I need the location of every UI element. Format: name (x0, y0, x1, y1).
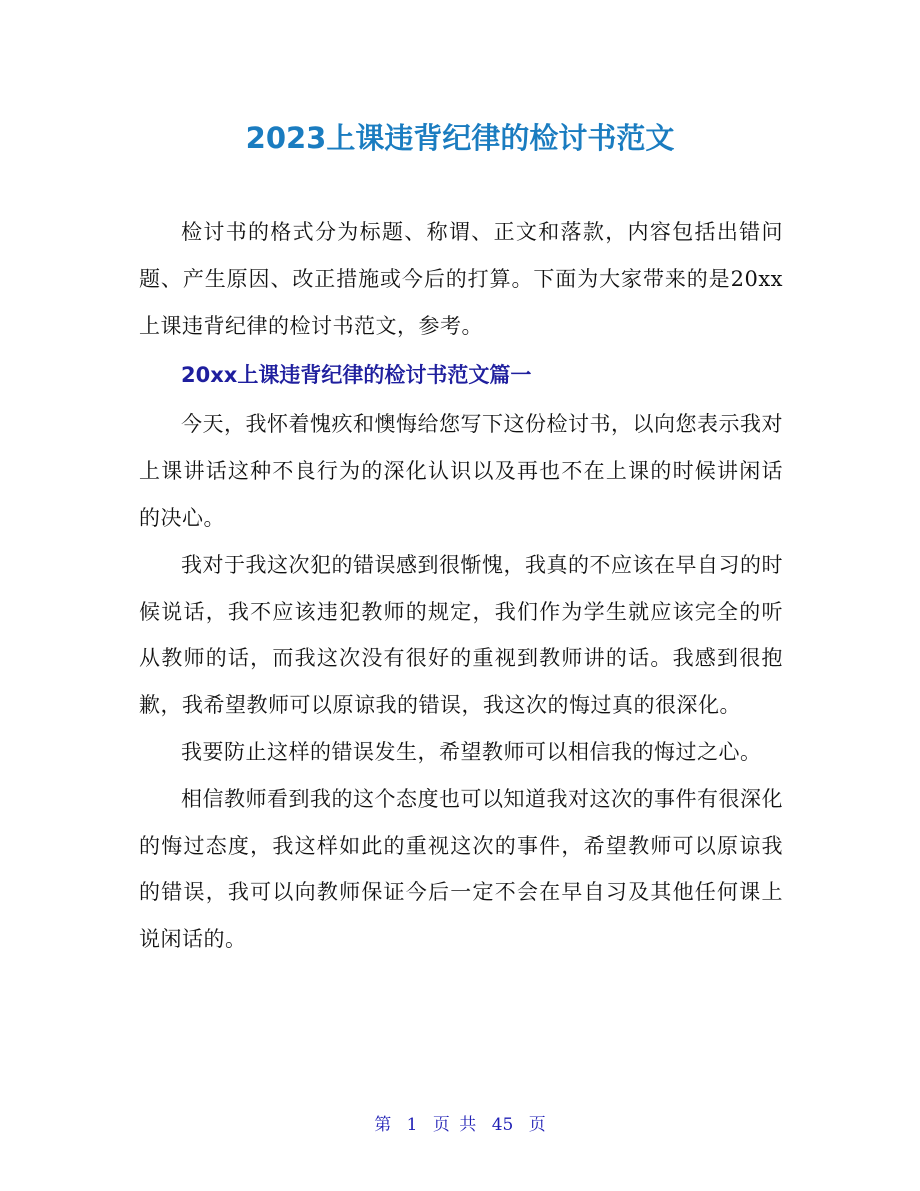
intro-paragraph: 检讨书的格式分为标题、称谓、正文和落款，内容包括出错问题、产生原因、改正措施或今后的打算。下面为大家带来的是20xx上课违背纪律的检讨书范文，参考。 (139, 220, 783, 338)
body-paragraph-1: 今天，我怀着愧疚和懊悔给您写下这份检讨书，以向您表示我对上课讲话这种不良行为的深化认识以及再也不在上课的时候讲闲话的决心。 (139, 412, 783, 530)
footer-total-pages: 45 (491, 1115, 514, 1135)
document-body (139, 209, 783, 963)
footer-middle: 页 共 (432, 1115, 477, 1135)
body-paragraph-2: 我对于我这次犯的错误感到很惭愧，我真的不应该在早自习的时候说话，我不应该违犯教师的规定，我们作为学生就应该完全的听从教师的话，而我这次没有很好的重视到教师讲的话。我感到很抱歉，我希望教师可以原谅我的错误，我这次的悔过真的很深化。 (139, 552, 783, 718)
body-paragraph-3: 我要防止这样的错误发生，希望教师可以相信我的悔过之心。 (181, 739, 762, 764)
footer-suffix: 页 (528, 1115, 546, 1135)
footer-prefix: 第 (374, 1115, 392, 1135)
document-title: 2023上课违背纪律的检讨书范文 (245, 121, 675, 155)
section-heading: 20xx上课违背纪律的检讨书范文篇一 (181, 363, 532, 388)
body-paragraph-4: 相信教师看到我的这个态度也可以知道我对这次的事件有很深化的悔过态度，我这样如此的重视这次的事件，希望教师可以原谅我的错误，我可以向教师保证今后一定不会在早自习及其他任何课上说闲话的。 (139, 786, 783, 952)
footer-current-page: 1 (406, 1115, 418, 1135)
page-footer (0, 1113, 920, 1137)
